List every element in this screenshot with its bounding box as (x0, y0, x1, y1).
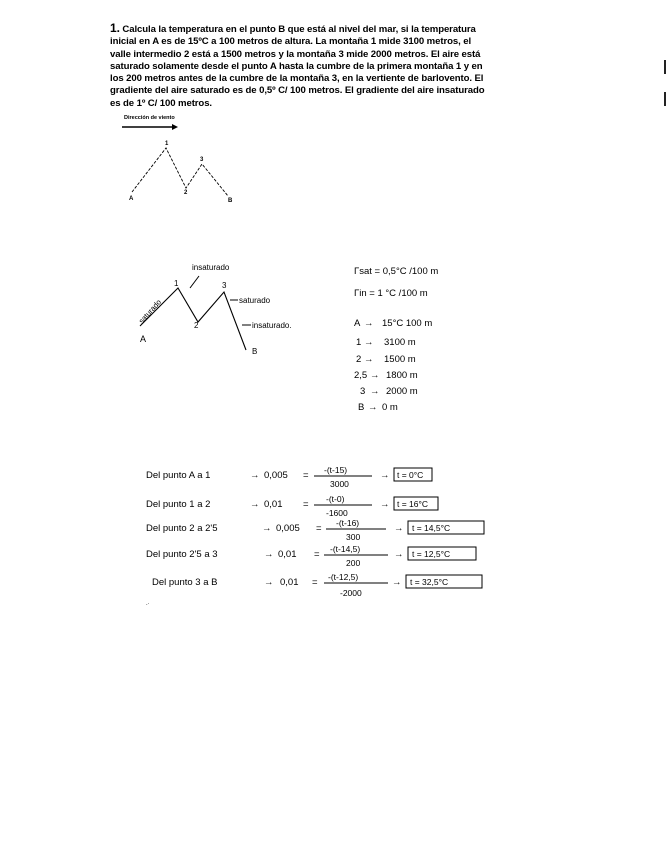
point-label-a: A (129, 196, 134, 202)
wind-direction-label: Dirección de viento (124, 115, 175, 121)
calc-gradient: 0,01 (280, 577, 299, 588)
mountain-diagram-printed (110, 108, 270, 208)
table-arrow: → (364, 318, 374, 329)
calc-arrow: → (380, 499, 390, 510)
calc-label: Del punto 2'5 a 3 (146, 549, 218, 560)
problem-number: 1. (110, 21, 120, 35)
calc-arrow: → (264, 549, 274, 560)
calc-arrow: → (394, 523, 404, 534)
point-label-1: 1 (165, 141, 169, 147)
problem-statement (110, 22, 490, 110)
table-arrow: → (370, 386, 380, 397)
calc-numerator: -(t-15) (324, 465, 348, 475)
stray-mark: .· (146, 601, 150, 607)
calc-arrow: → (262, 523, 272, 534)
label-insaturado-top: insaturado (192, 263, 230, 272)
calc-result: t = 16°C (397, 499, 429, 509)
calc-numerator: -(t-16) (336, 518, 360, 528)
calc-arrow: → (394, 549, 404, 560)
table-arrow: → (364, 337, 374, 348)
calc-gradient: 0,005 (264, 470, 288, 481)
wind-arrowhead (172, 124, 178, 130)
label-a: A (140, 334, 147, 344)
table-arrow: → (364, 354, 374, 365)
calc-label: Del punto 2 a 2'5 (146, 523, 218, 534)
table-point: 3 (360, 386, 366, 397)
calc-gradient: 0,005 (276, 523, 300, 534)
calc-label: Del punto A a 1 (146, 470, 211, 481)
calc-row (152, 572, 482, 598)
table-point: 2,5 (354, 370, 368, 381)
table-value: 1500 m (384, 354, 416, 365)
point-label-3: 3 (200, 157, 204, 163)
gradient-unsaturated: Γin = 1 °C /100 m (354, 288, 428, 299)
points-table (354, 318, 432, 412)
label-p3: 3 (222, 281, 227, 290)
table-point: 2 (356, 354, 362, 365)
values-column (350, 262, 500, 412)
table-point: B (358, 402, 365, 412)
calc-row (146, 518, 484, 542)
calc-numerator: -(t-14,5) (330, 544, 361, 554)
calculations (140, 460, 500, 610)
calc-gradient: 0,01 (264, 499, 283, 510)
point-label-2: 2 (184, 190, 188, 196)
table-value: 1800 m (386, 370, 418, 381)
scan-mark (664, 92, 666, 106)
table-point: A (354, 318, 361, 329)
calc-label: Del punto 3 a B (152, 577, 218, 588)
calc-result: t = 32,5°C (410, 577, 449, 587)
calc-equals: = (316, 523, 322, 534)
calc-label: Del punto 1 a 2 (146, 499, 211, 510)
scan-mark (664, 60, 666, 74)
problem-text: Calcula la temperatura en el punto B que está al nivel del mar, si la temperatura inicial en A es de 15ºC a 100 metros de altura. La montaña 1 mide 3100 metros, el valle intermedio 2 está a 1500 metros y la montaña 3 mide 2000 metros. El aire está saturado solamente desde el punto A hasta la cumbre de la primera montaña 1 y en los 200 metros antes de la cumbre de la montaña 3, en la vertiente de barlovento. El gradiente del aire saturado es de 0,5º C/ 100 metros. El gradiente del aire insaturado es de 1º C/ 100 metros. (110, 24, 485, 109)
table-arrow: → (370, 370, 380, 381)
point-label-b: B (228, 198, 233, 204)
calc-row (146, 465, 432, 489)
calc-result: t = 0°C (397, 470, 424, 480)
calc-denominator: -2000 (340, 588, 362, 598)
calc-arrow: → (264, 577, 274, 588)
calc-arrow: → (392, 577, 402, 588)
label-insaturado-right: insaturado. (252, 321, 292, 330)
calc-denominator: 200 (346, 558, 361, 568)
calc-denominator: 3000 (330, 479, 349, 489)
calc-numerator: -(t-0) (326, 494, 345, 504)
calc-denominator: 300 (346, 532, 361, 542)
label-saturado-right: saturado (239, 296, 271, 305)
label-saturado-left: saturado (136, 297, 164, 326)
calc-arrow: → (250, 470, 260, 481)
calc-arrow: → (250, 499, 260, 510)
label-b: B (252, 347, 258, 356)
mountain-profile (132, 148, 228, 196)
table-arrow: → (368, 402, 378, 412)
table-value: 0 m (382, 402, 398, 412)
calc-denominator: -1600 (326, 508, 348, 518)
calc-row (146, 494, 438, 518)
table-value: 15°C 100 m (382, 318, 433, 329)
calc-gradient: 0,01 (278, 549, 297, 560)
calc-result: t = 14,5°C (412, 523, 451, 533)
calc-equals: = (312, 577, 318, 588)
label-p2: 2 (194, 321, 199, 330)
gradient-saturated: Γsat = 0,5°C /100 m (354, 266, 439, 277)
calc-arrow: → (380, 470, 390, 481)
calc-numerator: -(t-12,5) (328, 572, 359, 582)
mountain-diagram-handwritten (132, 258, 332, 363)
calc-equals: = (303, 499, 309, 510)
calc-row (146, 544, 476, 568)
label-p1: 1 (174, 279, 179, 288)
table-value: 3100 m (384, 337, 416, 348)
calc-equals: = (314, 549, 320, 560)
calc-equals: = (303, 470, 309, 481)
arrow-insaturado-top (190, 276, 199, 288)
table-value: 2000 m (386, 386, 418, 397)
calc-result: t = 12,5°C (412, 549, 451, 559)
table-point: 1 (356, 337, 362, 348)
